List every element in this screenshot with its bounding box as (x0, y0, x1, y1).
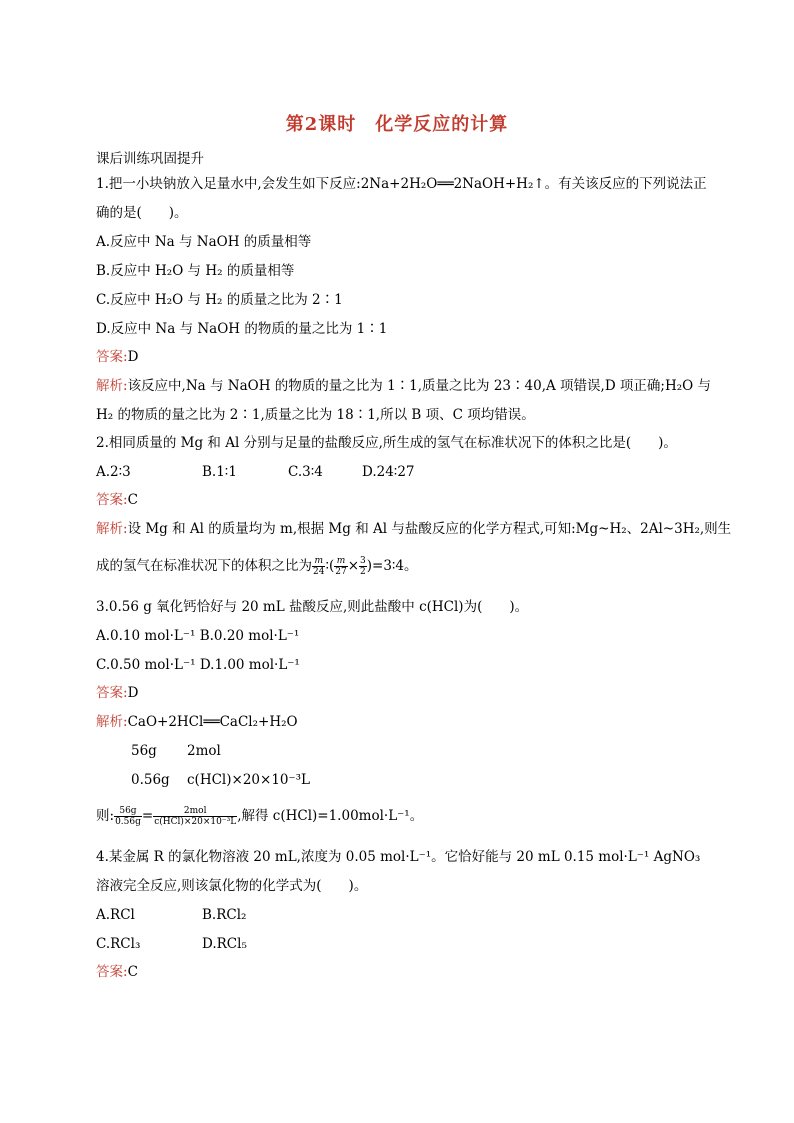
q2-option-c: C.3∶4 (288, 464, 323, 480)
q1-analysis-line2: H₂ 的物质的量之比为 2∶1,质量之比为 18∶1,所以 B 项、C 项均错误。 (96, 407, 535, 423)
q1-analysis-line1 (96, 377, 711, 395)
q3-stoich-row2: 0.56g c(HCl)×20×10⁻³L (131, 772, 310, 788)
q1-answer (96, 348, 138, 366)
q2-options (96, 463, 415, 481)
answer-value: D (127, 685, 139, 701)
q4-stem-line1: 4.某金属 R 的氯化物溶液 20 mL,浓度为 0.05 mol·L⁻¹。它恰好能与 20 mL 0.15 mol·L⁻¹ AgNO₃ (96, 849, 701, 865)
section-heading: 课后训练巩固提升 (96, 151, 204, 167)
q3-stoich-row1: 56g 2mol (131, 743, 221, 759)
q1-option-d: D.反应中 Na 与 NaOH 的物质的量之比为 1∶1 (96, 321, 388, 337)
q4-answer (96, 963, 138, 981)
q4-option-d: D.RCl₅ (202, 936, 247, 952)
answer-label: 答案: (96, 349, 128, 365)
q1-stem-line2: 确的是( )。 (96, 205, 188, 221)
q3-answer (96, 684, 138, 702)
q4-option-a: A.RCl (96, 907, 135, 923)
answer-value: C (127, 492, 138, 508)
fraction-m-over-27: $\frac{m}{27}$ (335, 556, 347, 577)
q3-stem: 3.0.56 g 氧化钙恰好与 20 mL 盐酸反应,则此盐酸中 c(HCl)为( )。 (96, 599, 529, 615)
fraction-m-over-24: $\frac{m}{24}$ (313, 556, 325, 577)
answer-label: 答案: (96, 492, 128, 508)
q1-option-b: B.反应中 H₂O 与 H₂ 的质量相等 (96, 263, 295, 279)
q1-stem-line1: 1.把一小块钠放入足量水中,会发生如下反应:2Na+2H₂O══2NaOH+H₂↑。有关该反应的下列说法正 (96, 176, 707, 192)
analysis-text: 成的氢气在标准状况下的体积之比为 (96, 558, 312, 574)
chemical-equation: CaO+2HCl══CaCl₂+H₂O (127, 714, 298, 730)
analysis-text: 设 Mg 和 Al 的质量均为 m,根据 Mg 和 Al 与盐酸反应的化学方程式,可知:Mg~H₂、2Al~3H₂,则生 (127, 521, 732, 537)
q3-options-cd: C.0.50 mol·L⁻¹ D.1.00 mol·L⁻¹ (96, 657, 300, 673)
page-title: 第2课时 化学反应的计算 (285, 114, 509, 135)
analysis-label: 解析: (96, 714, 128, 730)
q3-options-ab: A.0.10 mol·L⁻¹ B.0.20 mol·L⁻¹ (96, 628, 300, 644)
q2-option-d: D.24∶27 (362, 464, 415, 480)
q4-stem-line2: 溶液完全反应,则该氯化物的化学式为( )。 (96, 878, 368, 894)
fraction-mol-ratio: $\frac{\text{2mol}}{\text{c(HCl)×20×10⁻³L}}$ (154, 806, 237, 827)
q2-analysis-line1 (96, 520, 731, 538)
q2-option-b: B.1∶1 (202, 464, 237, 480)
q4-options-ab (96, 906, 246, 924)
q3-analysis-result: 则: $\frac{56g}{0.56g}$ = $\frac{\text{2mol}}{\text{c(HCl)×20×10⁻³L}}$ ,解得 c(HCl)=1.00mol·L⁻¹。 (96, 806, 424, 827)
answer-value: D (127, 349, 139, 365)
answer-value: C (127, 964, 138, 980)
q3-analysis-equation (96, 713, 298, 731)
q2-option-a: A.2∶3 (96, 464, 131, 480)
fraction-3-over-2: $\frac{3}{2}$ (360, 556, 366, 577)
q2-answer (96, 491, 138, 509)
q1-option-c: C.反应中 H₂O 与 H₂ 的质量之比为 2∶1 (96, 292, 343, 308)
answer-label: 答案: (96, 685, 128, 701)
analysis-label: 解析: (96, 378, 128, 394)
fraction-mass-ratio: $\frac{56g}{0.56g}$ (115, 806, 141, 827)
q4-option-c: C.RCl₃ (96, 936, 141, 952)
q2-stem: 2.相同质量的 Mg 和 Al 分别与足量的盐酸反应,所生成的氢气在标准状况下的体积之比是( )。 (96, 435, 677, 451)
analysis-text: 该反应中,Na 与 NaOH 的物质的量之比为 1∶1,质量之比为 23∶40,A 项错误,D 项正确;H₂O 与 (127, 378, 712, 394)
analysis-label: 解析: (96, 521, 128, 537)
q4-options-cd (96, 935, 247, 953)
analysis-result: =3∶4。 (372, 558, 418, 574)
q2-analysis-line2: 成的氢气在标准状况下的体积之比为 $\frac{m}{24}$ ∶( $\frac{m}{27}$ × $\frac{3}{2}$ )=3∶4。 (96, 556, 418, 577)
answer-label: 答案: (96, 964, 128, 980)
q1-option-a: A.反应中 Na 与 NaOH 的质量相等 (96, 234, 312, 250)
q4-option-b: B.RCl₂ (202, 907, 247, 923)
